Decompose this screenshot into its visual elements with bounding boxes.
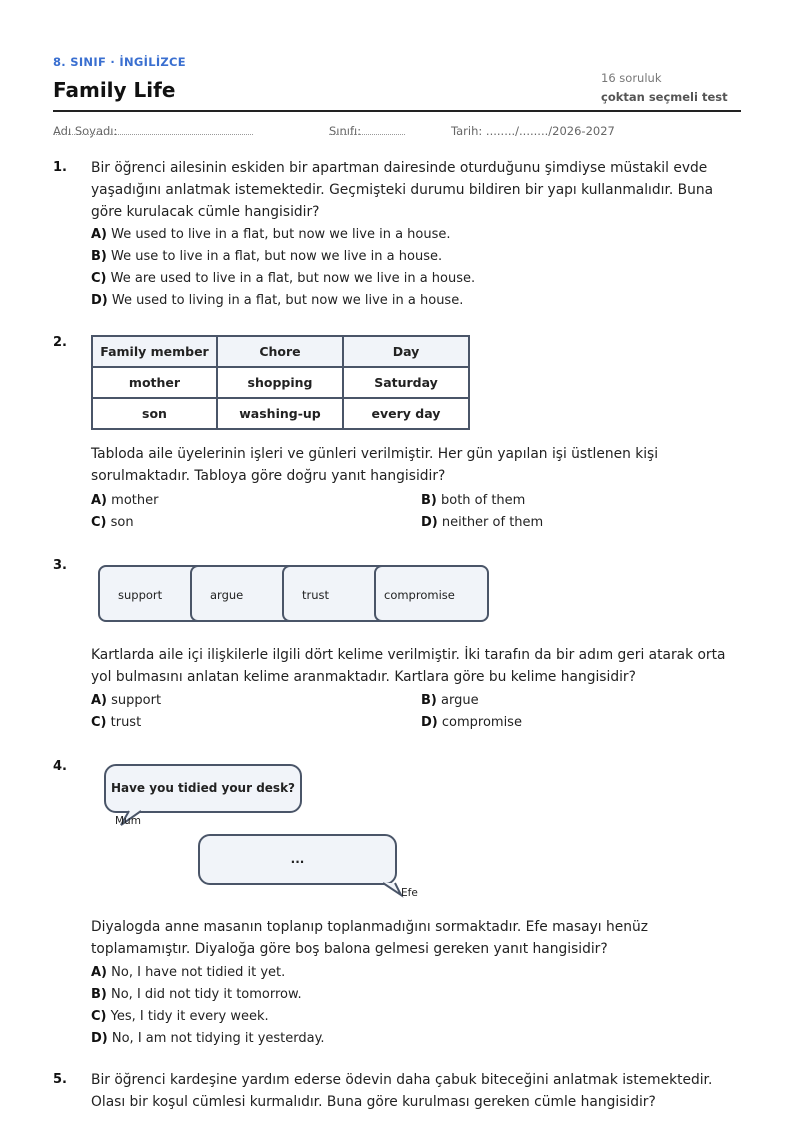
page-title: Family Life (53, 78, 176, 102)
table-cell: Saturday (343, 367, 469, 398)
options-grid (91, 690, 741, 734)
header-rule (53, 110, 741, 112)
word-card: trust (282, 565, 397, 622)
speaker-mum: Mum (115, 815, 141, 827)
test-type: çoktan seçmeli test (601, 90, 728, 104)
option-b[interactable]: B) both of them (421, 493, 526, 508)
option-b[interactable]: B) We use to live in a flat, but now we live in a house. (91, 249, 443, 264)
question-text: Kartlarda aile içi ilişkilerle ilgili dört kelime verilmiştir. İki tarafın da bir adım geri atarak orta yol bulmasını anlatan kelime aranmaktadır. Kartlara göre bu kelime hangisidir? (91, 647, 726, 685)
question-number: 1. (53, 160, 67, 175)
option-d[interactable]: D) compromise (421, 715, 522, 730)
table-header: Day (343, 336, 469, 367)
chores-table (91, 335, 470, 430)
options-grid (91, 490, 741, 534)
question-number: 4. (53, 759, 67, 774)
table-row (92, 398, 469, 429)
date-label: Tarih: ......../......../2026-2027 (451, 124, 615, 138)
student-info-fields (53, 124, 741, 140)
table-header: Family member (92, 336, 217, 367)
question-number: 2. (53, 335, 67, 350)
option-c[interactable]: C) We are used to live in a flat, but now we live in a house. (91, 271, 476, 286)
option-d[interactable]: D) We used to living in a flat, but now we live in a house. (91, 293, 464, 308)
option-a[interactable]: A) We used to live in a flat, but now we live in a house. (91, 227, 451, 242)
table-header: Chore (217, 336, 343, 367)
word-card: argue (190, 565, 305, 622)
option-a[interactable]: A) support (91, 693, 162, 708)
option-a[interactable]: A) mother (91, 493, 159, 508)
question-text: Tabloda aile üyelerinin işleri ve günleri verilmiştir. Her gün yapılan işi üstlenen kişi sorulmaktadır. Tabloya göre doğru yanıt hangisidir? (91, 446, 659, 484)
word-card: compromise (374, 565, 489, 622)
option-b[interactable]: B) argue (421, 693, 479, 708)
options-list (91, 962, 741, 1050)
speech-bubble-efe[interactable]: ... (198, 834, 397, 885)
table-cell: son (92, 398, 217, 429)
class-label: Sınıfı: (329, 124, 362, 138)
speaker-efe: Efe (401, 887, 418, 899)
option-c[interactable]: C) Yes, I tidy it every week. (91, 1009, 269, 1024)
question-text: Bir öğrenci ailesinin eskiden bir apartman dairesinde oturduğunu şimdiyse müstakil evde yaşadığını anlatmak istemektedir. Geçmişteki durumu bildiren bir yapı kullanmalıdır. Buna göre kurulacak cümle hangisidir? (91, 160, 714, 220)
option-b[interactable]: B) No, I did not tidy it tomorrow. (91, 987, 302, 1002)
word-card: support (98, 565, 213, 622)
options-list (91, 224, 741, 312)
question-number: 5. (53, 1072, 67, 1087)
option-c[interactable]: C) trust (91, 715, 142, 730)
speech-bubble-mum: Have you tidied your desk? (104, 764, 302, 813)
option-d[interactable]: D) neither of them (421, 515, 544, 530)
table-cell: shopping (217, 367, 343, 398)
subject-label: 8. SINIF · İNGİLİZCE (53, 55, 186, 69)
option-a[interactable]: A) No, I have not tidied it yet. (91, 965, 286, 980)
table-row (92, 367, 469, 398)
table-cell: every day (343, 398, 469, 429)
name-label: Adı Soyadı: (53, 124, 118, 138)
question-text: Bir öğrenci kardeşine yardım ederse ödevin daha çabuk biteceğini anlatmak istemektedir. Olası bir koşul cümlesi kurmalıdır. Buna göre kurulması gereken cümle hangisidir? (91, 1072, 713, 1110)
question-number: 3. (53, 558, 67, 573)
test-meta (601, 71, 741, 104)
word-cards (98, 565, 478, 627)
question-count: 16 soruluk (601, 71, 662, 85)
question-text: Diyalogda anne masanın toplanıp toplanmadığını sormaktadır. Efe masayı henüz toplamamıştır. Diyaloğa göre boş balona gelmesi gereken yanıt hangisidir? (91, 919, 648, 957)
table-header-row (92, 336, 469, 367)
option-c[interactable]: C) son (91, 515, 134, 530)
table-cell: washing-up (217, 398, 343, 429)
option-d[interactable]: D) No, I am not tidying it yesterday. (91, 1031, 325, 1046)
table-cell: mother (92, 367, 217, 398)
